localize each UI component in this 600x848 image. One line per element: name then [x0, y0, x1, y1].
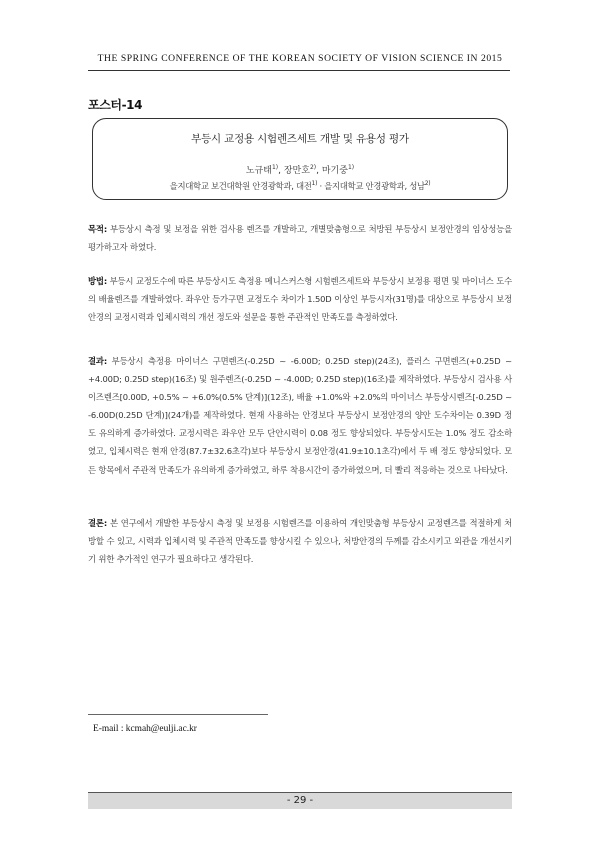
- affiliation-mark: 2): [424, 180, 431, 188]
- author-list: [93, 163, 507, 176]
- affiliation-mark: 1): [311, 180, 318, 188]
- author: 장만호: [283, 166, 310, 176]
- conclusion-text: 본 연구에서 개발한 부등상시 측정 및 보정용 시험렌즈를 이용하여 개인맞춤형 부등상시 교정렌즈를 적절하게 처방할 수 있고, 시력과 입체시력 및 주관적 만족도를 향상시킬 수 있으나, 처방안경의 두께를 감소시키고 외관을 개선시키기 위한 추가적인 연구가 필요하다고 생각된다.: [88, 518, 512, 565]
- purpose-heading: 목적:: [88, 224, 108, 234]
- method-heading: 방법:: [88, 276, 108, 286]
- title-box: [92, 118, 508, 200]
- affiliation: 을지대학교 보건대학원 안경광학과, 대전: [169, 181, 312, 191]
- result-heading: 결과:: [88, 356, 108, 366]
- affiliation-separator: ·: [317, 181, 325, 191]
- author-affiliation-mark: 1): [347, 164, 355, 171]
- method-text: 부등시 교정도수에 따른 부등상시도 측정용 메니스커스형 시험렌즈세트와 부등상시 보정용 평면 및 마이너스 도수의 배율렌즈를 개발하였다. 좌우안 등가구면 교정도수 차이가 1.50D 이상인 부등시자(31명)를 대상으로 부등상시 보정안경의 교정시력과 입체시력의 개선 정도와 설문을 통한 주관적인 만족도를 측정하였다.: [88, 276, 512, 323]
- page-footer: [88, 792, 512, 809]
- paper-title: 부등시 교정용 시험렌즈세트 개발 및 유용성 평가: [191, 133, 409, 145]
- purpose-text: 부등상시 측정 및 보정을 위한 검사용 렌즈를 개발하고, 개별맞춤형으로 처방된 부등상시 보정안경의 임상성능을 평가하고자 하였다.: [88, 224, 512, 253]
- conference-header: THE SPRING CONFERENCE OF THE KOREAN SOCIETY OF VISION SCIENCE IN 2015: [97, 53, 503, 64]
- header-divider: [88, 70, 510, 71]
- author-affiliation-mark: 2): [309, 164, 317, 171]
- conclusion-section: [88, 514, 512, 568]
- result-section: [88, 352, 512, 479]
- author-separator: ,: [316, 166, 322, 176]
- footnote-divider: [88, 714, 268, 715]
- poster-label: 포스터-14: [88, 98, 143, 112]
- author-separator: ,: [278, 166, 284, 176]
- affiliation: 을지대학교 안경광학과, 성남: [324, 181, 425, 191]
- contact-email: E-mail : kcmah@eulji.ac.kr: [93, 724, 197, 734]
- result-text: 부등상시 측정용 마이너스 구면렌즈(-0.25D ~ -6.00D; 0.25D step)(24조), 플러스 구면렌즈(+0.25D ~ +4.00D; 0.25D step)(16조) 및 원주렌즈(-0.25D ~ -4.00D; 0.25D step)(16조)를 제작하였다. 부등상시 검사용 사이즈렌즈[0.00D, +0.5% ~ +6.0%(0.5% 단계)](12조), 배율 +1.0%와 +2.0%의 마이너스 부등상시렌즈[-0.25D ~ -6.00D(0.25D 단계)](24개)를 제작하였다. 현재 사용하는 안경보다 부등상시 보정안경의 양안 도수차이는 0.39D 정도 유의하게 증가하였다. 교정시력은 좌우안 모두 단안시력이 0.08 정도 향상되었다. 부등상시도는 1.0% 정도 감소하였고, 입체시력은 현재 안경(87.7±32.6초각)보다 부등상시 보정안경(41.9±10.1초각)에서 두 배 정도 향상되었다. 모든 항목에서 주관적 만족도가 유의하게 증가하였고, 하루 착용시간이 증가하였으며, 더 빨리 적응하는 것으로 나타났다.: [88, 356, 512, 475]
- author: 마기중: [321, 166, 348, 176]
- page-number: - 29 -: [286, 795, 314, 806]
- author: 노규태: [245, 166, 272, 176]
- purpose-section: [88, 220, 512, 256]
- author-affiliation-mark: 1): [271, 164, 279, 171]
- method-section: [88, 272, 512, 326]
- conclusion-heading: 결론:: [88, 518, 108, 528]
- affiliation-list: [93, 180, 507, 192]
